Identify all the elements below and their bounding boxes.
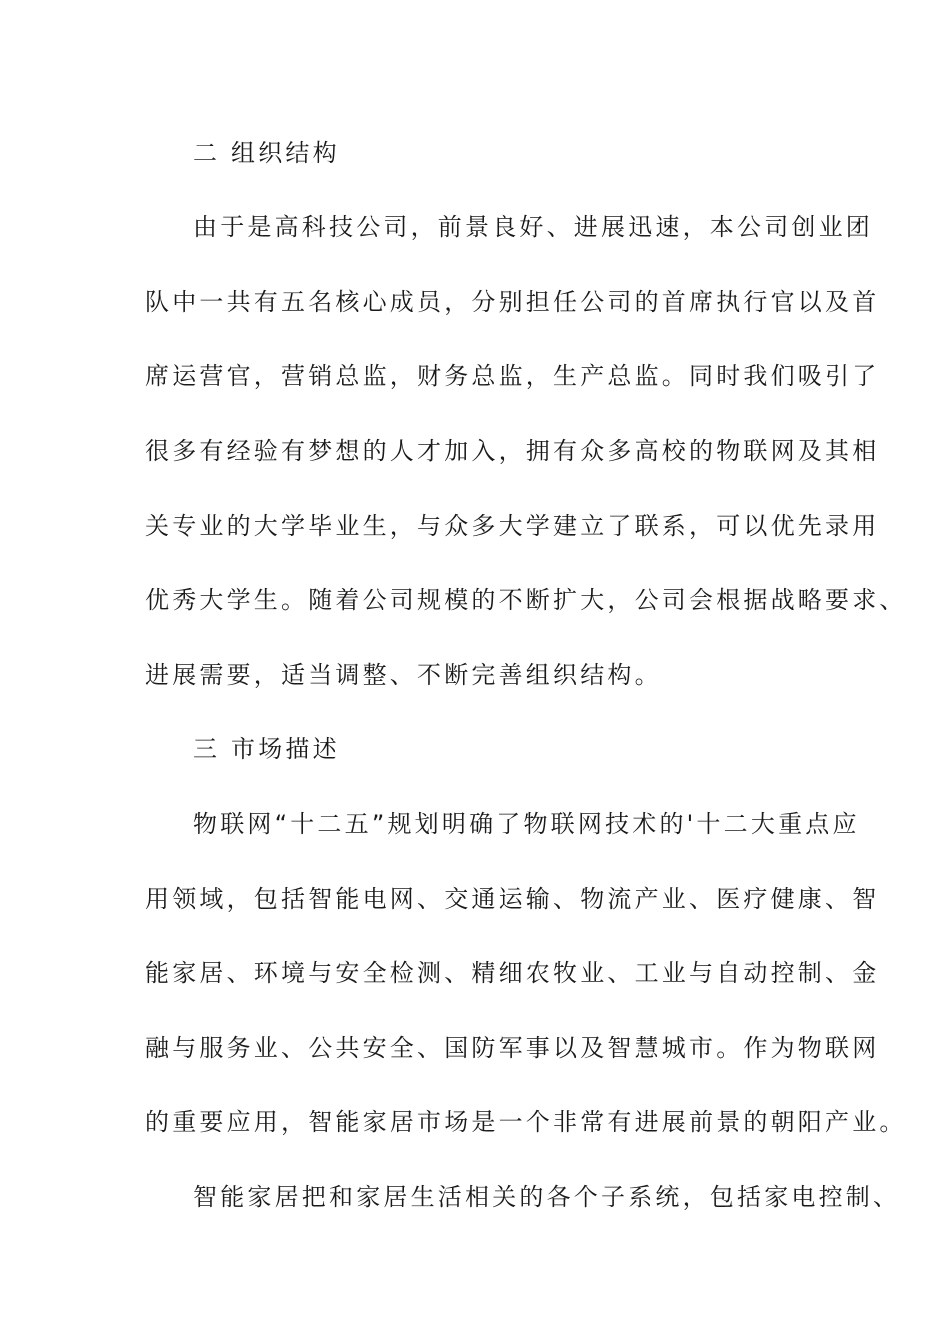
paragraph-line: 用领域，包括智能电网、交通运输、物流产业、医疗健康、智 bbox=[145, 885, 880, 913]
paragraph-line: 关专业的大学毕业生，与众多大学建立了联系，可以优先录用 bbox=[145, 512, 880, 540]
paragraph-line: 物联网“十二五”规划明确了物联网技术的'十二大重点应 bbox=[193, 810, 860, 838]
paragraph-line: 能家居、环境与安全检测、精细农牧业、工业与自动控制、金 bbox=[145, 959, 880, 987]
paragraph-line: 进展需要，适当调整、不断完善组织结构。 bbox=[145, 661, 662, 689]
paragraph-line: 席运营官，营销总监，财务总监，生产总监。同时我们吸引了 bbox=[145, 362, 880, 390]
paragraph-line: 由于是高科技公司，前景良好、进展迅速，本公司创业团 bbox=[193, 213, 873, 241]
paragraph-line: 很多有经验有梦想的人才加入，拥有众多高校的物联网及其相 bbox=[145, 437, 880, 465]
paragraph-line: 智能家居把和家居生活相关的各个子系统，包括家电控制、 bbox=[193, 1183, 901, 1211]
section-heading: 三 市场描述 bbox=[193, 735, 340, 763]
paragraph-line: 融与服务业、公共安全、国防军事以及智慧城市。作为物联网 bbox=[145, 1034, 880, 1062]
paragraph-line: 队中一共有五名核心成员，分别担任公司的首席执行官以及首 bbox=[145, 288, 880, 316]
paragraph-line: 的重要应用，智能家居市场是一个非常有进展前景的朝阳产业。 bbox=[145, 1108, 907, 1136]
paragraph-line: 优秀大学生。随着公司规模的不断扩大，公司会根据战略要求、 bbox=[145, 586, 907, 614]
section-heading: 二 组织结构 bbox=[193, 139, 340, 167]
